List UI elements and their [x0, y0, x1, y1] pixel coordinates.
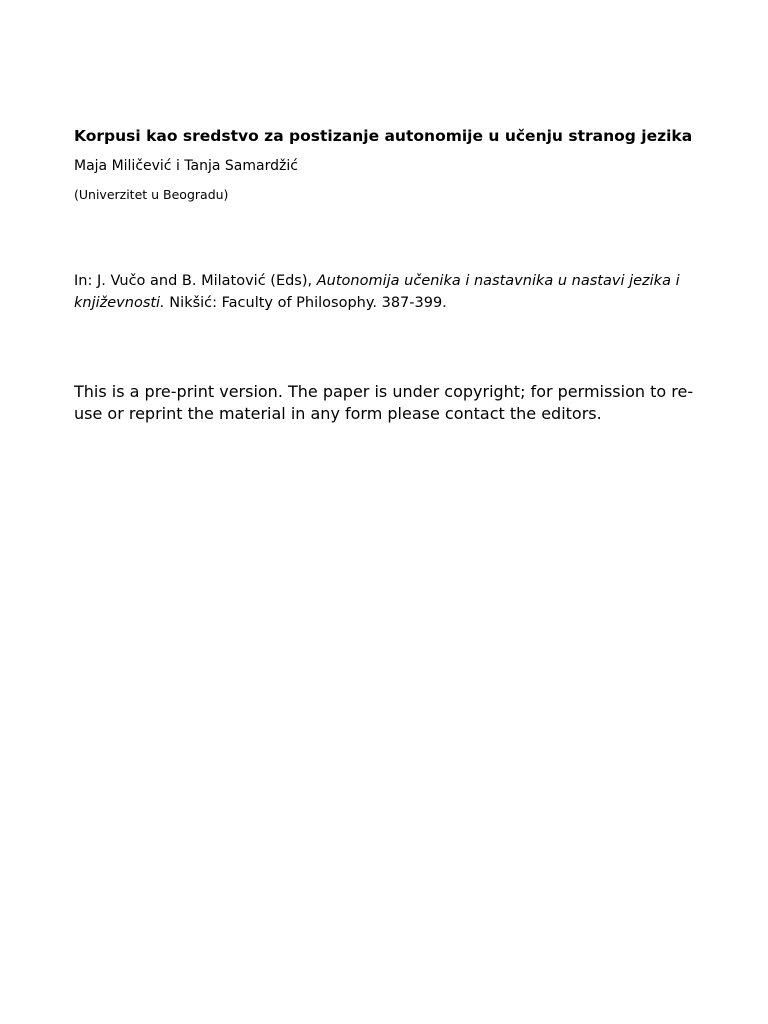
citation-prefix: In: J. Vučo and B. Milatović (Eds),: [74, 273, 317, 289]
author-affiliation: (Univerzitet u Beogradu): [74, 187, 229, 202]
citation-book-title: Autonomija učenika i nastavnika u nastavi jezika i književnosti.: [74, 273, 680, 311]
citation-suffix: Nikšić: Faculty of Philosophy. 387-399.: [164, 295, 447, 311]
paper-authors: Maja Miličević i Tanja Samardžić: [74, 158, 298, 174]
paper-title: Korpusi kao sredstvo za postizanje autonomije u učenju stranog jezika: [74, 127, 693, 145]
copyright-notice: This is a pre-print version. The paper is under copyright; for permission to re-use or reprint the material in any form please contact the editors.: [74, 382, 694, 423]
citation: [74, 270, 714, 314]
